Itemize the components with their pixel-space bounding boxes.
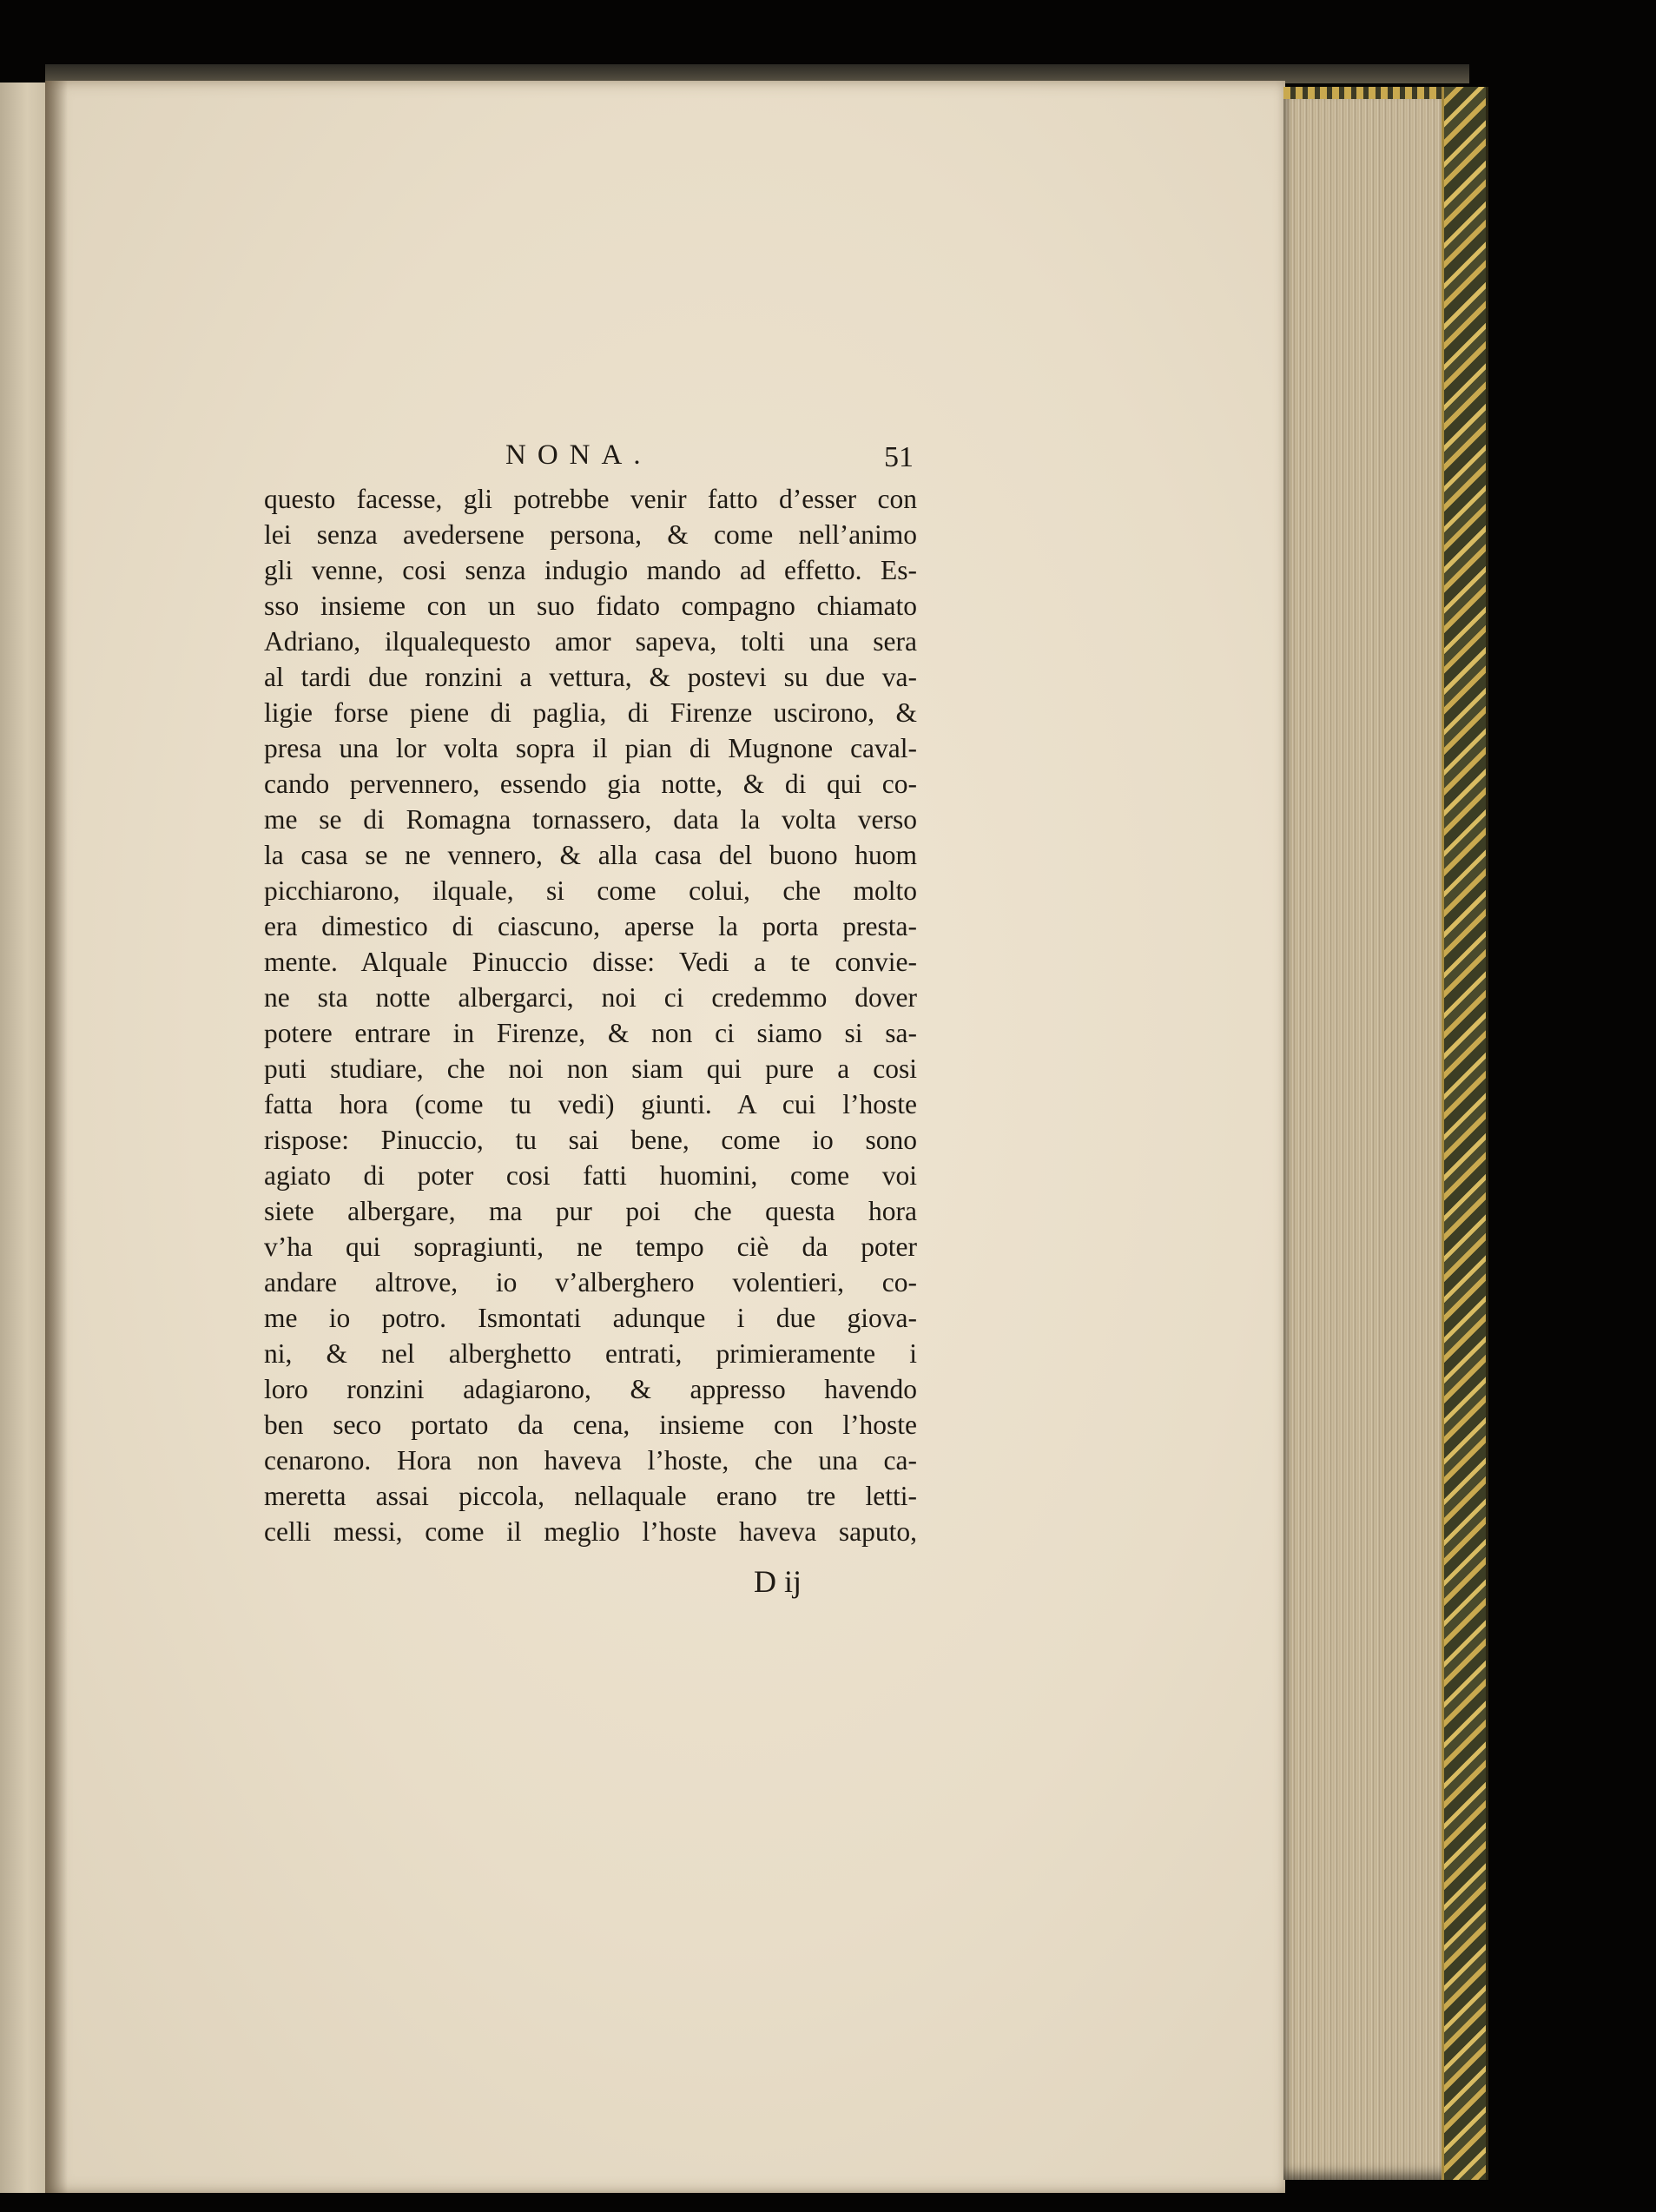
- text-line: sso insieme con un suo fidato compagno chiamato: [264, 591, 917, 621]
- page-gutter-shadow: [45, 81, 68, 2193]
- text-line: era dimestico di ciascuno, aperse la porta presta-: [264, 911, 917, 941]
- text-line: la casa se ne vennero, & alla casa del buono huom: [264, 840, 917, 870]
- text-line: lei senza avedersene persona, & come nell’animo: [264, 519, 917, 550]
- text-line: me io potro. Ismontati adunque i due giova-: [264, 1303, 917, 1333]
- text-line: celli messi, come il meglio l’hoste haveva saputo,: [264, 1516, 917, 1547]
- text-line: ben seco portato da cena, insieme con l’hoste: [264, 1410, 917, 1440]
- text-line: fatta hora (come tu vedi) giunti. A cui l’hoste: [264, 1089, 917, 1119]
- text-line: ne sta notte albergarci, noi ci credemmo dover: [264, 982, 917, 1013]
- text-line: cando pervennero, essendo gia notte, & di qui co-: [264, 769, 917, 799]
- text-line: andare altrove, io v’alberghero volentieri, co-: [264, 1267, 917, 1297]
- text-line: Adriano, ilqualequesto amor sapeva, tolti una sera: [264, 626, 917, 657]
- text-line: v’ha qui sopragiunti, ne tempo ciè da poter: [264, 1231, 917, 1262]
- text-line: siete albergare, ma pur poi che questa hora: [264, 1196, 917, 1226]
- fore-edge-pages: [1283, 87, 1457, 2180]
- text-line: puti studiare, che noi non siam qui pure a cosi: [264, 1053, 917, 1084]
- text-line: questo facesse, gli potrebbe venir fatto d’esser con: [264, 484, 917, 514]
- signature-mark: D ij: [754, 1564, 802, 1599]
- text-line: cenarono. Hora non haveva l’hoste, che una ca-: [264, 1445, 917, 1476]
- text-line: presa una lor volta sopra il pian di Mugnone caval-: [264, 733, 917, 763]
- text-block: [264, 439, 917, 1549]
- text-line: agiato di poter cosi fatti huomini, come voi: [264, 1160, 917, 1191]
- text-line: al tardi due ronzini a vettura, & postevi su due va-: [264, 662, 917, 692]
- text-line: me se di Romagna tornassero, data la volta verso: [264, 804, 917, 835]
- text-line: picchiarono, ilquale, si come colui, che molto: [264, 875, 917, 906]
- running-title: NONA.: [505, 439, 652, 471]
- text-line: potere entrare in Firenze, & non ci siamo si sa-: [264, 1018, 917, 1048]
- text-line: mente. Alquale Pinuccio disse: Vedi a te convie-: [264, 947, 917, 977]
- body-text: [264, 481, 917, 1549]
- text-line: ni, & nel alberghetto entrati, primieramente i: [264, 1338, 917, 1369]
- text-line: meretta assai piccola, nellaquale erano tre letti-: [264, 1481, 917, 1511]
- running-head: [264, 439, 917, 479]
- text-line: gli venne, cosi senza indugio mando ad effetto. Es-: [264, 555, 917, 585]
- gilt-spine: [1442, 87, 1488, 2180]
- text-line: ligie forse piene di paglia, di Firenze uscirono, &: [264, 697, 917, 728]
- text-line: rispose: Pinuccio, tu sai bene, come io sono: [264, 1125, 917, 1155]
- facing-page-edge: [0, 83, 45, 2193]
- text-line: loro ronzini adagiarono, & appresso havendo: [264, 1374, 917, 1404]
- page-number: 51: [884, 441, 914, 473]
